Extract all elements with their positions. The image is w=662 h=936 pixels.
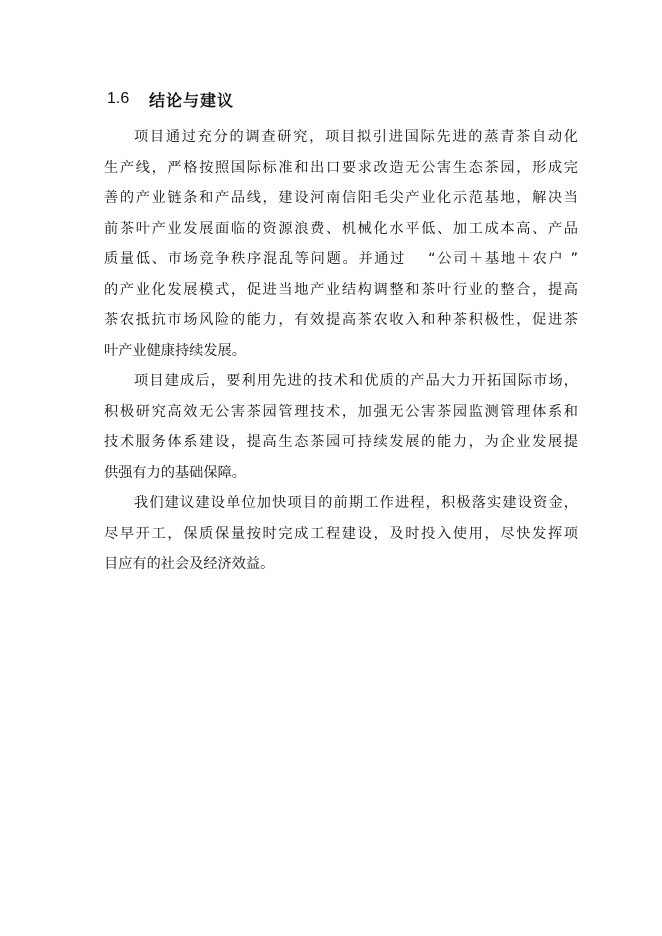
- paragraph-line: 前茶叶产业发展面临的资源浪费、机械化水平低、加工成本高、产品: [104, 220, 578, 237]
- section-number: 1.6: [107, 90, 130, 107]
- paragraph-line: 茶农抵抗市场风险的能力，有效提高茶农收入和种茶积极性，促进茶: [104, 312, 578, 328]
- paragraph-recommendation: [104, 488, 578, 580]
- paragraph-line: 目应有的社会及经济效益。: [104, 556, 275, 572]
- paragraph-line: 生产线，严格按照国际标准和出口要求改造无公害生态茶园，形成完: [104, 159, 578, 176]
- section-title: 结论与建议: [149, 90, 235, 110]
- paragraph-line: 的产业化发展模式，促进当地产业结构调整和茶叶行业的整合，提高: [104, 281, 578, 298]
- paragraph-line: 我们建议建设单位加快项目的前期工作进程，积极落实建设资金，: [134, 495, 578, 511]
- paragraph-conclusion: [104, 122, 578, 366]
- body-text: [104, 122, 578, 580]
- paragraph-line: 项目建成后，要利用先进的技术和优质的产品大力开拓国际市场，: [134, 373, 578, 389]
- paragraph-line: 叶产业健康持续发展。: [104, 342, 246, 359]
- section-heading: [107, 86, 234, 112]
- paragraph-line: 质量低、市场竞争秩序混乱等问题。并通过 “公司＋基地＋农户 ”: [104, 251, 578, 267]
- paragraph-line: 积极研究高效无公害茶园管理技术，加强无公害茶园监测管理体系和: [104, 403, 578, 420]
- paragraph-line: 项目通过充分的调查研究，项目拟引进国际先进的蒸青茶自动化: [134, 129, 578, 145]
- paragraph-line: 技术服务体系建设，提高生态茶园可持续发展的能力，为企业发展提: [104, 434, 578, 450]
- paragraph-line: 供强有力的基础保障。: [104, 464, 246, 481]
- paragraph-suggestion: [104, 366, 578, 488]
- paragraph-line: 善的产业链条和产品线，建设河南信阳毛尖产业化示范基地，解决当: [104, 190, 578, 206]
- paragraph-line: 尽早开工，保质保量按时完成工程建设，及时投入使用，尽快发挥项: [104, 525, 578, 542]
